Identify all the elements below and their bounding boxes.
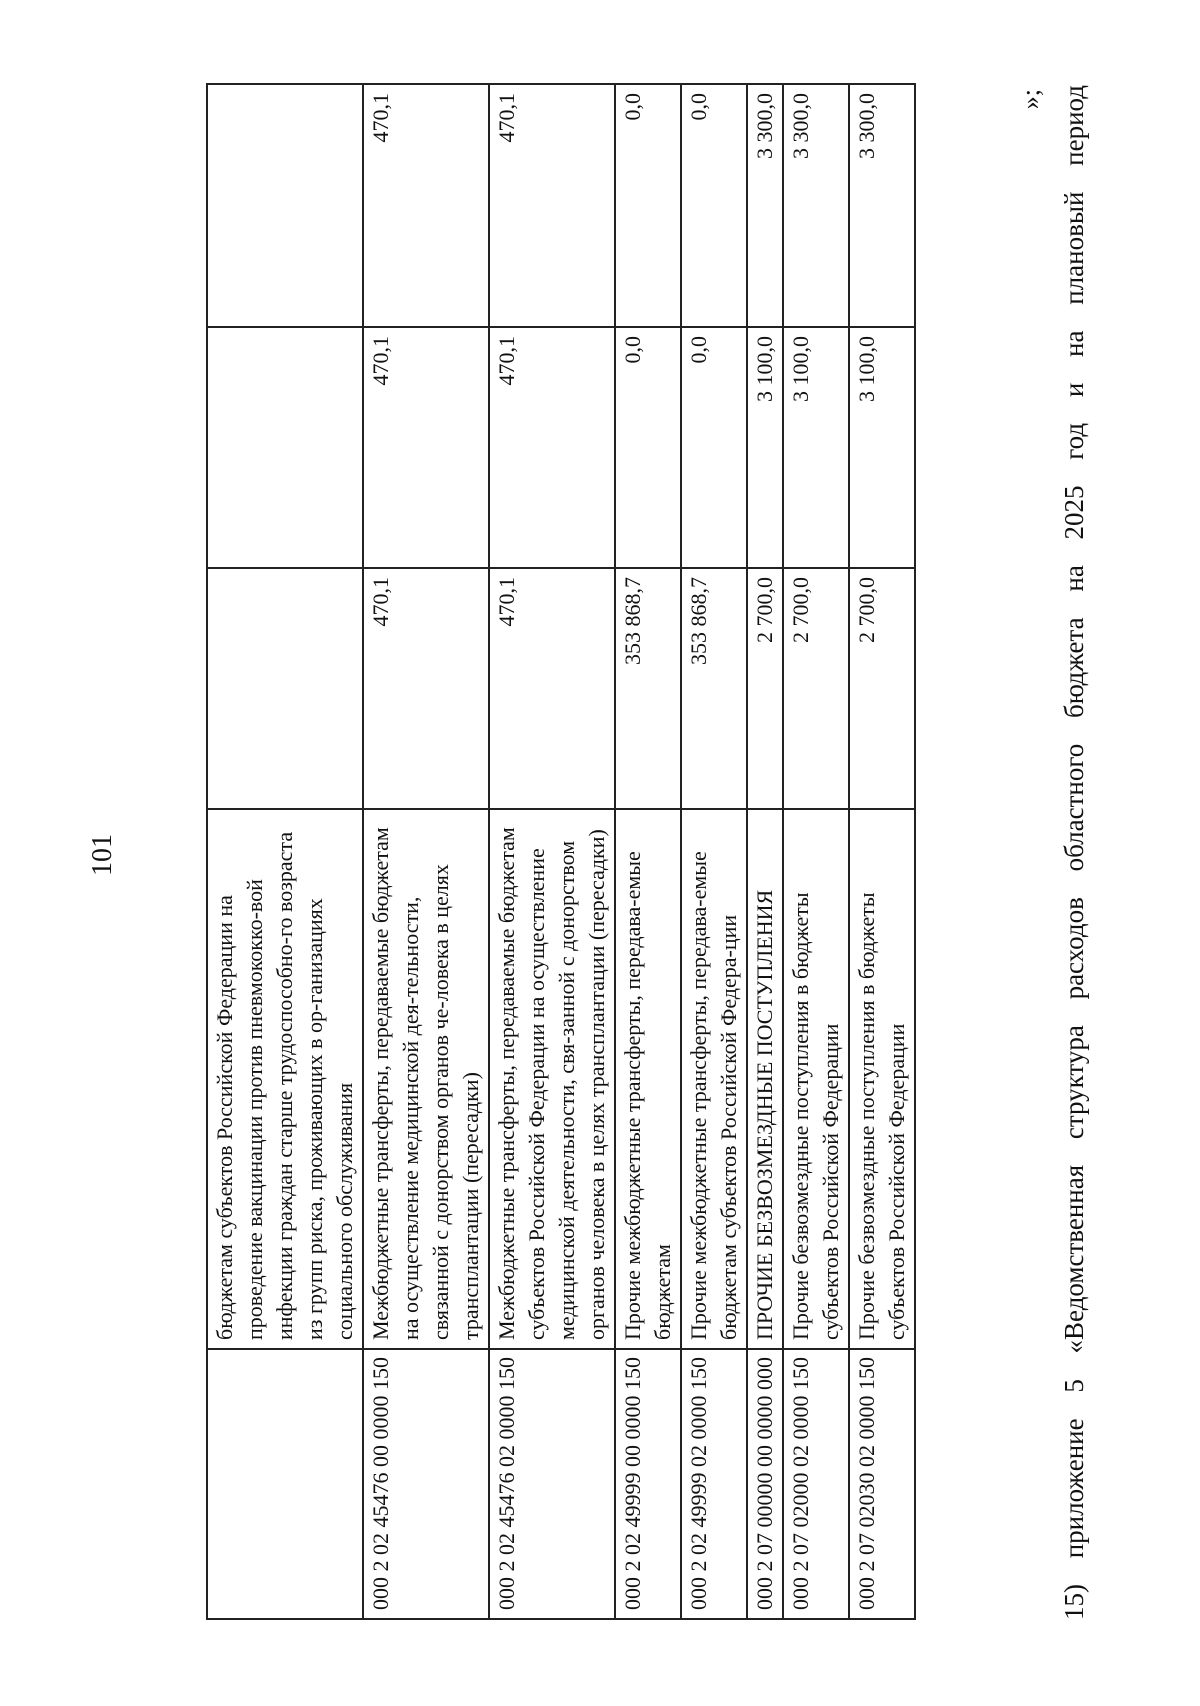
- table-row: [615, 84, 681, 1619]
- table-row: [363, 84, 489, 1619]
- row-value-2027: 3 300,0: [849, 84, 915, 327]
- table-row: [207, 84, 363, 1619]
- row-value-2027: [207, 84, 363, 327]
- row-code: 000 2 07 00000 00 0000 000: [747, 1349, 783, 1619]
- row-value-2026: 470,1: [363, 327, 489, 568]
- row-value-2027: 0,0: [681, 84, 747, 327]
- row-value-2026: 3 100,0: [849, 327, 915, 568]
- closing-quote: »;: [1016, 89, 1045, 110]
- revenue-table: [206, 83, 916, 1620]
- row-value-2026: [207, 327, 363, 568]
- table-row: [681, 84, 747, 1619]
- page-number: 101: [87, 834, 118, 876]
- table-row: [489, 84, 615, 1619]
- row-code: 000 2 02 45476 00 0000 150: [363, 1349, 489, 1619]
- row-code: 000 2 02 49999 02 0000 150: [681, 1349, 747, 1619]
- rotated-document-sheet: [86, 85, 1096, 1620]
- row-value-2027: 470,1: [363, 84, 489, 327]
- row-name: Прочие межбюджетные трансферты, передава-емые бюджетам субъектов Российской Федера-ции: [681, 809, 747, 1349]
- row-value-2026: 3 100,0: [783, 327, 849, 568]
- row-name: бюджетам субъектов Российской Федерации на проведение вакцинации против пневмококко-вой инфекции граждан старше трудоспособно-го возраста из групп риска, проживающих в ор-ганизациях социального обслуживания: [207, 809, 363, 1349]
- row-name: Межбюджетные трансферты, передаваемые бюджетам на осуществление медицинской дея-тельности, связанной с донорством органов че-ловека в целях трансплантации (пересадки): [363, 809, 489, 1349]
- row-value-2027: 470,1: [489, 84, 615, 327]
- row-value-2027: 3 300,0: [747, 84, 783, 327]
- row-value-2025: 353 868,7: [615, 568, 681, 809]
- row-code: [207, 1349, 363, 1619]
- table-row: [783, 84, 849, 1619]
- row-value-2026: 0,0: [681, 327, 747, 568]
- row-value-2025: 2 700,0: [747, 568, 783, 809]
- row-name: Межбюджетные трансферты, передаваемые бюджетам субъектов Российской Федерации на осуществление медицинской деятельности, свя-занной с донорством органов человека в целях трансплантации (пересадки): [489, 809, 615, 1349]
- row-code: 000 2 07 02000 02 0000 150: [783, 1349, 849, 1619]
- amendment-paragraph: 15) приложение 5 «Ведомственная структура расходов областного бюджета на 2025 год и на плановый период: [1059, 85, 1089, 1620]
- row-value-2026: 0,0: [615, 327, 681, 568]
- row-value-2026: 3 100,0: [747, 327, 783, 568]
- row-name: Прочие безвозмездные поступления в бюджеты субъектов Российской Федерации: [783, 809, 849, 1349]
- row-value-2027: 3 300,0: [783, 84, 849, 327]
- table-row: [849, 84, 915, 1619]
- row-name: Прочие безвозмездные поступления в бюджеты субъектов Российской Федерации: [849, 809, 915, 1349]
- row-value-2025: 2 700,0: [783, 568, 849, 809]
- row-value-2027: 0,0: [615, 84, 681, 327]
- table-row: [747, 84, 783, 1619]
- row-value-2025: [207, 568, 363, 809]
- row-value-2026: 470,1: [489, 327, 615, 568]
- row-name: Прочие межбюджетные трансферты, передава-емые бюджетам: [615, 809, 681, 1349]
- row-value-2025: 470,1: [489, 568, 615, 809]
- row-value-2025: 353 868,7: [681, 568, 747, 809]
- row-value-2025: 2 700,0: [849, 568, 915, 809]
- row-name: ПРОЧИЕ БЕЗВОЗМЕЗДНЫЕ ПОСТУПЛЕНИЯ: [747, 809, 783, 1349]
- row-code: 000 2 07 02030 02 0000 150: [849, 1349, 915, 1619]
- row-code: 000 2 02 45476 02 0000 150: [489, 1349, 615, 1619]
- row-value-2025: 470,1: [363, 568, 489, 809]
- row-code: 000 2 02 49999 00 0000 150: [615, 1349, 681, 1619]
